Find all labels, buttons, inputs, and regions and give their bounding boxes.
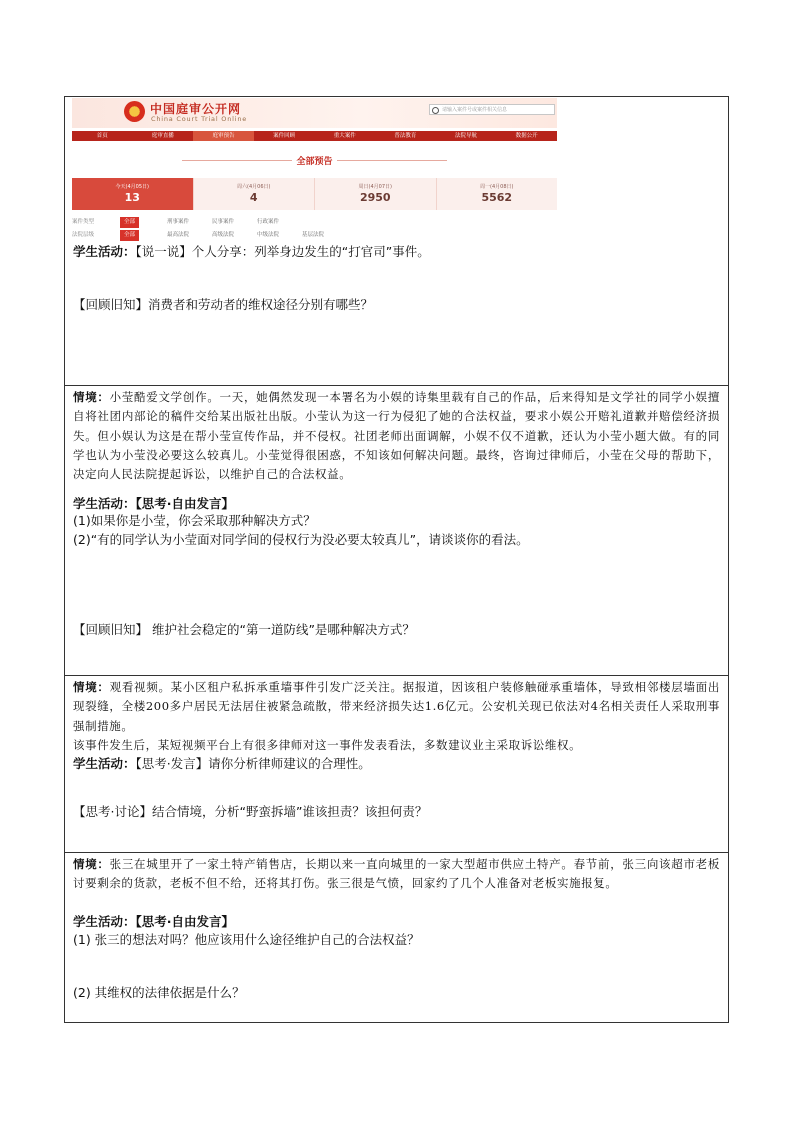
activity-line [73, 243, 720, 261]
activity-text: 【思考·自由发言】 [135, 496, 235, 511]
activity-label: 学生活动： [73, 914, 136, 929]
stat-label: 周一(4月08日) [480, 184, 514, 190]
filter-option[interactable]: 民事案件 [212, 219, 235, 225]
review-line: 【回顾旧知】 维护社会稳定的“第一道防线”是哪种解决方式？ [73, 622, 415, 637]
activity-line [73, 913, 720, 931]
situation-text: 观看视频。某小区租户私拆承重墙事件引发广泛关注。据报道，因该租户装修触碰承重墙体，导致相邻楼层墙面出现裂缝，全楼200多户居民无法居住被紧急疏散，带来经济损失达1.6亿元。公安机关现已依法对4名相关责任人采取刑事强制措施。 [73, 680, 720, 733]
activity-text: 【思考·发言】请你分析律师建议的合理性。 [135, 756, 371, 771]
situation-paragraph [73, 855, 720, 894]
question-2: (2)“有的同学认为小莹面对同学间的侵权行为没必要太较真儿”，请谈谈你的看法。 [73, 532, 529, 547]
court-site-screenshot [72, 98, 557, 210]
stat-value: 4 [249, 191, 258, 204]
situation-paragraph [73, 388, 720, 484]
nav-item-active[interactable]: 庭审预告 [193, 131, 254, 141]
stat-monday[interactable] [437, 178, 558, 210]
activity-label: 学生活动： [73, 496, 136, 511]
day-stats [72, 178, 557, 210]
stat-label: 周六(4月06日) [237, 184, 271, 190]
stat-value: 2950 [359, 191, 391, 204]
nav-item[interactable]: 案件回顾 [273, 133, 296, 139]
filter-option[interactable]: 最高法院 [167, 232, 190, 238]
site-nav [72, 131, 557, 141]
section-3 [65, 676, 728, 853]
nav-item[interactable]: 普法教育 [394, 133, 417, 139]
stat-today[interactable] [72, 178, 194, 210]
stat-label: 今天(4月05日) [115, 184, 149, 190]
stat-value: 13 [124, 191, 140, 204]
nav-item[interactable]: 庭审直播 [151, 133, 174, 139]
all-preview-title: 全部预告 [296, 157, 333, 167]
filter-option[interactable]: 刑事案件 [167, 219, 190, 225]
activity-line [73, 495, 720, 513]
situation-text: 张三在城里开了一家土特产销售店，长期以来一直向城里的一家大型超市供应土特产。春节前，张三向该超市老板讨要剩余的货款，老板不但不给，还将其打伤。张三很是气愤，回家约了几个人准备对老板实施报复。 [73, 857, 720, 891]
nav-item[interactable]: 法院导航 [455, 133, 478, 139]
nav-item[interactable]: 重大案件 [333, 133, 356, 139]
situation-label: 情境： [73, 390, 110, 404]
site-logo-cn: 中国庭审公开网 [150, 102, 242, 116]
stat-value: 5562 [481, 191, 513, 204]
search-placeholder: 请输入案件号或案件相关信息 [442, 107, 508, 113]
stat-saturday[interactable] [194, 178, 316, 210]
review-line: 【回顾旧知】消费者和劳动者的维权途径分别有哪些？ [73, 297, 374, 312]
filter-label: 法院层级 [72, 232, 95, 238]
filter-option[interactable]: 行政案件 [257, 219, 280, 225]
filter-chip-all[interactable]: 全部 [120, 230, 139, 241]
filter-option[interactable]: 基层法院 [302, 232, 325, 238]
activity-text: 【说一说】个人分享：列举身边发生的“打官司”事件。 [135, 244, 430, 259]
site-search-box[interactable] [429, 104, 555, 115]
filter-case-type [72, 218, 557, 231]
worksheet-table [64, 96, 729, 1023]
court-emblem-icon [124, 101, 145, 122]
section-2 [65, 386, 728, 676]
activity-label: 学生活动： [73, 756, 136, 771]
section-1 [65, 97, 728, 386]
question-1: (1) 张三的想法对吗？他应该用什么途径维护自己的合法权益？ [73, 932, 420, 947]
situation-label: 情境： [73, 680, 110, 694]
site-logo-en: China Court Trial Online [151, 115, 248, 123]
stat-label: 周日(4月07日) [358, 184, 392, 190]
filter-option[interactable]: 高级法院 [212, 232, 235, 238]
filter-option[interactable]: 中级法院 [257, 232, 280, 238]
search-icon [432, 107, 439, 114]
situation-paragraph-2: 该事件发生后，某短视频平台上有很多律师对这一事件发表看法，多数建议业主采取诉讼维权。 [73, 738, 582, 752]
activity-text: 【思考·自由发言】 [135, 914, 235, 929]
question-1: (1)如果你是小莹，你会采取那种解决方式？ [73, 513, 316, 528]
nav-item[interactable]: 首页 [96, 133, 108, 139]
nav-item[interactable]: 数据公开 [515, 133, 538, 139]
situation-paragraph [73, 678, 720, 736]
filter-label: 案件类型 [72, 219, 95, 225]
situation-text: 小莹酷爱文学创作。一天，她偶然发现一本署名为小娱的诗集里载有自己的作品，后来得知是文学社的同学小娱擅自将社团内部论的稿件交给某出版社出版。小莹认为这一行为侵犯了她的合法权益，要求小娱公开赔礼道歉并赔偿经济损失。但小娱认为这是在帮小莹宣传作品，并不侵权。社团老师出面调解，小娱不仅不道歉，还认为小莹小题大做。有的同学也认为小莹没必要这么较真儿。小莹觉得很困惑，不知该如何解决问题。最终，咨询过律师后，小莹在父母的帮助下，决定向人民法院提起诉讼，以维护自己的合法权益。 [73, 390, 720, 482]
activity-line [73, 755, 720, 773]
stat-sunday[interactable] [315, 178, 437, 210]
question-2: (2) 其维权的法律依据是什么？ [73, 985, 245, 1000]
site-filters [72, 218, 557, 244]
filter-chip-all[interactable]: 全部 [120, 217, 139, 228]
discussion-line: 【思考·讨论】结合情境，分析“野蛮拆墙”谁该担责？该担何责？ [73, 804, 428, 819]
situation-label: 情境： [73, 857, 110, 871]
activity-label: 学生活动： [73, 244, 136, 259]
section-4 [65, 853, 728, 1023]
